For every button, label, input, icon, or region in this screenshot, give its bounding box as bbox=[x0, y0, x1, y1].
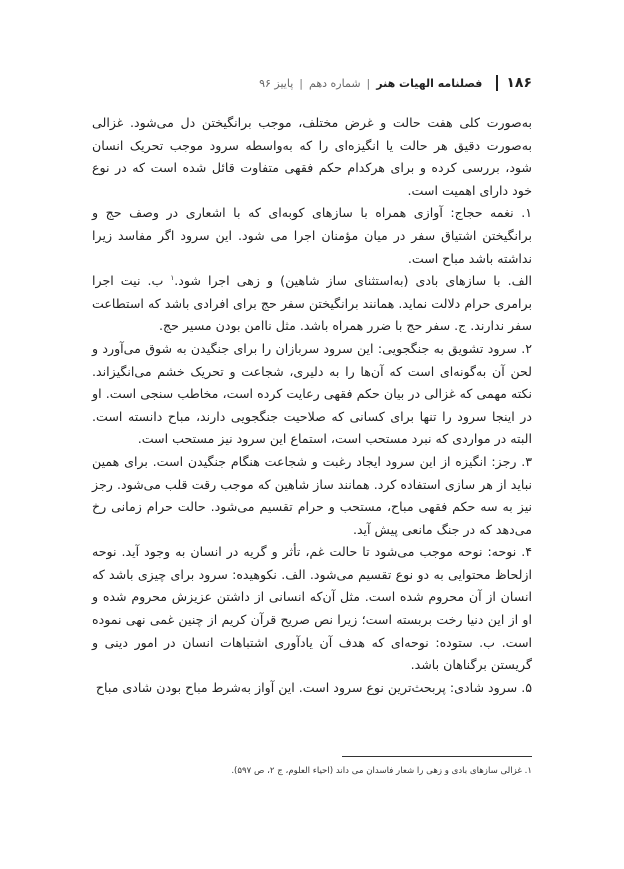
footnote: ۱. غزالی سازهای بادی و زهی را شعار فاسدان می داند (احیاء العلوم، ج ۲، ص ۵۹۷). bbox=[231, 766, 532, 776]
paragraph-hajj-conditions bbox=[92, 270, 532, 338]
page-number: ۱۸۶ bbox=[506, 75, 532, 91]
body-text bbox=[92, 112, 532, 699]
paragraph-text: الف. با سازهای بادی (به‌استثنای ساز شاهین) و زهی اجرا شود. bbox=[174, 273, 532, 289]
footnote-reference[interactable]: ۱ bbox=[170, 273, 175, 282]
season-label: پاییز ۹۶ bbox=[259, 76, 294, 90]
paragraph-text: ب. نیت اجرا برامری حرام دلالت نماید. همانند برانگیختن سفر حج برای افرادی باشد که استطاعت سفر ندارند. ج. سفر حج با ضرر همراه باشد. مثل ناامن بودن مسیر حج. bbox=[92, 273, 532, 334]
running-header bbox=[92, 72, 532, 94]
header-separator: | bbox=[299, 76, 304, 90]
header-divider bbox=[496, 75, 498, 91]
paragraph-intro: به‌صورت کلی هفت حالت و غرض مختلف، موجب برانگیختن دل می‌شود. غزالی به‌صورت دقیق هر حالت یا انگیزه‌ای را که به‌واسطه سرود موجب تحریک انسان شود، بررسی کرده و برای هرکدام حکم فقهی متفاوت قائل شده است که در نوع خود دارای اهمیت است. bbox=[92, 115, 532, 198]
footnote-divider bbox=[342, 756, 532, 757]
paragraph-hajj-chant: ۱. نغمه حجاج: آوازی همراه با سازهای کوبه‌ای که با اشعاری در وصف حج و برانگیختن اشتیاق سفر در میان مؤمنان اجرا می شود. این سرود اگر مفاسد زیرا نداشته باشد مباح است. bbox=[92, 205, 532, 266]
paragraph-joy-song: ۵. سرود شادی: پربحث‌ترین نوع سرود است. این آواز به‌شرط مباح بودن شادی مباح bbox=[95, 679, 532, 695]
header-separator: | bbox=[366, 76, 371, 90]
journal-title: فصلنامه الهیات هنر bbox=[376, 76, 483, 90]
paragraph-lament: ۴. نوحه: نوحه موجب می‌شود تا حالت غم، تأثر و گریه در انسان به وجود آید. نوحه ازلحاظ محتوایی به دو نوع تقسیم می‌شود. الف. نکوهیده: سرود برای چیزی باشد که انسان از آن محروم شده است. مثل آن‌که انسانی از داشتن عزیزش محروم شده و او از این دنیا رخت بربسته است؛ زیرا نص صریح قرآن کریم از چنین غمی نهی نموده است. ب. ستوده: نوحه‌ای که هدف آن یادآوری اشتباهات انسان در امور دینی و گریستن برگناهان باشد. bbox=[92, 544, 532, 673]
paragraph-war-song: ۲. سرود تشویق به جنگجویی: این سرود سربازان را برای جنگیدن به شوق می‌آورد و لحن آن به‌گونه‌ای است که آن‌ها را به دلیری، شجاعت و تحریک خشم می‌انگیزاند. نکته مهمی که غزالی در بیان حکم فقهی رعایت کرده است، مخاطب سنجی است. او در اینجا سرود را تنها برای کسانی که صلاحیت جنگجویی دارند، مباح دانسته است. البته در مواردی که نبرد مستحب است، استماع این سرود نیز مستحب است. bbox=[92, 340, 532, 447]
paragraph-rajaz: ۳. رجز: انگیزه از این سرود ایجاد رغبت و شجاعت هنگام جنگیدن است. برای همین نباید از هر سازی استفاده کرد. همانند ساز شاهین که موجب رقت قلب می‌شود. رجز نیز به سه حکم فقهی مباح، مستحب و حرام تقسیم می‌شود. حالت حرام زمانی رخ می‌دهد که در جنگ مانعی پیش آید. bbox=[92, 453, 532, 537]
issue-label: شماره دهم bbox=[309, 76, 361, 90]
